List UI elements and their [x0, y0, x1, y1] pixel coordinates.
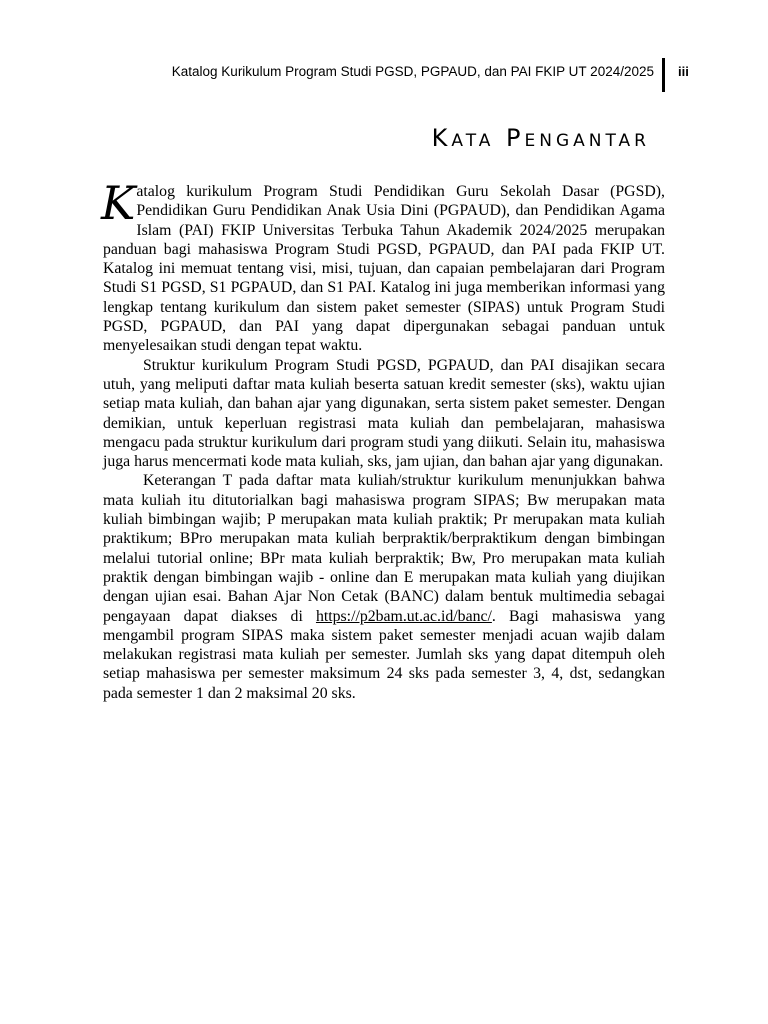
paragraph-3-text-start: Keterangan T pada daftar mata kuliah/struktur kurikulum menunjukkan bahwa mata kuliah itu ditutorialkan bagi mahasiswa program SIPAS; Bw merupakan mata kuliah bimbingan wajib; P merupakan mata kuliah praktik; Pr merupakan mata kuliah praktikum; BPro merupakan mata kuliah berpraktik/berpraktikum dengan bimbingan melalui tutorial online; BPr mata kuliah berpraktik; Bw, Pro merupakan mata kuliah praktik dengan bimbingan wajib - online dan E merupakan mata kuliah yang diujikan dengan ujian esai. Bahan Ajar Non Cetak (BANC) dalam bentuk multimedia sebagai pengayaan dapat diakses di	[103, 472, 665, 625]
paragraph-3-text-end: . Bagi mahasiswa yang mengambil program SIPAS maka sistem paket semester menjadi acuan wajib dalam melakukan registrasi mata kuliah per semester. Jumlah sks yang dapat ditempuh oleh setiap mahasiswa per semester maksimum 24 sks pada semester 3, 4, dst, sedangkan pada semester 1 dan 2 maksimal 20 sks.	[103, 607, 665, 702]
paragraph-1-text: atalog kurikulum Program Studi Pendidikan Guru Sekolah Dasar (PGSD), Pendidikan Guru Pendidikan Anak Usia Dini (PGPAUD), dan Pendidikan Agama Islam (PAI) FKIP Universitas Terbuka Tahun Akademik 2024/2025 merupakan panduan bagi mahasiswa Program Studi PGSD, PGPAUD, dan PAI pada FKIP UT. Katalog ini memuat tentang visi, misi, tujuan, dan capaian pembelajaran dari Program Studi S1 PGSD, S1 PGPAUD, dan S1 PAI. Katalog ini juga memberikan informasi yang lengkap tentang kurikulum dan sistem paket semester (SIPAS) untuk Program Studi PGSD, PGPAUD, dan PAI yang dapat dipergunakan sebagai panduan untuk menyelesaikan studi dengan tepat waktu.	[103, 183, 665, 355]
page-title: Kata Pengantar	[431, 124, 650, 152]
paragraph-2	[103, 356, 665, 472]
paragraph-2-text: Struktur kurikulum Program Studi PGSD, PGPAUD, dan PAI disajikan secara utuh, yang meliputi daftar mata kuliah beserta satuan kredit semester (sks), waktu ujian setiap mata kuliah, dan bahan ajar yang digunakan, serta sistem paket semester. Dengan demikian, untuk keperluan registrasi mata kuliah dan pembelajaran, mahasiswa mengacu pada struktur kurikulum dari program studi yang diikuti. Selain itu, mahasiswa juga harus mencermati kode mata kuliah, sks, jam ujian, dan bahan ajar yang digunakan.	[103, 356, 665, 471]
body-text	[101, 176, 665, 703]
header-divider	[662, 58, 665, 92]
paragraph-3	[103, 471, 665, 703]
page-header	[0, 58, 768, 92]
running-header-title: Katalog Kurikulum Program Studi PGSD, PGPAUD, dan PAI FKIP UT 2024/2025	[171, 64, 654, 79]
banc-link[interactable]: https://p2bam.ut.ac.id/banc/	[315, 607, 492, 625]
paragraph-1	[101, 176, 665, 356]
page-number: iii	[678, 64, 689, 79]
drop-cap: K	[101, 176, 136, 230]
